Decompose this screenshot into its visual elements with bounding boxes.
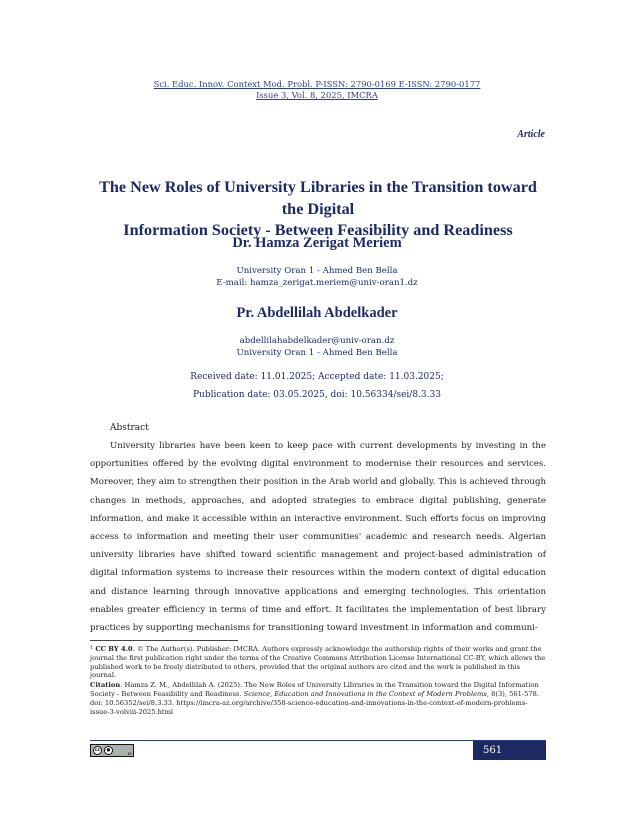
paper-title-line1: The New Roles of University Libraries in the Transition toward the Digital — [99, 178, 537, 218]
citation-note — [90, 681, 546, 716]
author-1-email: E-mail: hamza_zerigat.meriem@univ-oran1.dz — [216, 278, 418, 288]
attribution-icon: ● — [104, 746, 113, 755]
cc-by-license-icon[interactable] — [90, 744, 134, 757]
footnote-divider — [90, 640, 238, 641]
citation-suffix[interactable]: , 8(3), 561-578. doi: 10.56352/sei/8.3.33. https://imcra-az.org/archive/358-science-education-and-innovations-in-the-context-of-modern-problems-issue-3-volviii-2025.html — [90, 689, 539, 716]
author-1-name: Dr. Hamza Zerigat Meriem — [232, 235, 402, 251]
cc-icon: cc — [94, 748, 101, 753]
received-accepted-dates: Received date: 11.01.2025; Accepted date: 11.03.2025; — [190, 372, 444, 382]
article-type: Article — [517, 129, 545, 140]
publication-date-doi: Publication date: 03.05.2025, doi: 10.56334/sei/8.3.33 — [193, 390, 441, 400]
license-text: . © The Author(s). Publisher: IMCRA. Authors expressly acknowledge the authorship rights of their works and grant the journal the first publication right under the terms of the Creative Commons Attribution License International CC-BY, which allows the published work to be freely distributed to others, provided that the original authors are cited and the work is published in this journal. — [90, 645, 546, 680]
journal-header-line1[interactable]: Sci. Educ. Innov. Context Mod. Probl. P-ISSN: 2790-0169 E-ISSN: 2790-0177 — [153, 79, 481, 89]
paper-title — [90, 177, 546, 242]
paper-title-line2: Information Society - Between Feasibility and Readiness — [123, 221, 513, 239]
license-note — [90, 644, 546, 680]
license-label: CC BY 4.0 — [95, 645, 133, 653]
journal-header-line2[interactable]: Issue 3, Vol. 8, 2025, IMCRA — [256, 90, 378, 100]
abstract-text: University libraries have been keen to keep pace with current developments by investing in the opportunities offered by the evolving digital environment to modernise their resources and services. Moreover, they aim to strengthen their position in the Arab world and globally. This is achieved through changes in methods, approaches, and adopted strategies to embrace digital publishing, generate information, and make it accessible within an interactive environment. Such efforts focus on improving access to information and meeting their user communities' academic and research needs. Algerian university libraries have shifted toward scientific management and project-based administration of digital information systems to increase their resources within the modern context of digital education and distance learning through innovative applications and emerging technologies. This orientation enables greater efficiency in terms of time and effort. It facilitates the implementation of best library practices by supporting mechanisms for transitioning toward investment in information and communi- — [90, 441, 546, 634]
footnote-marker: 1 — [90, 645, 94, 651]
author-2-email: abdellilahabdelkader@univ-oran.dz — [239, 336, 395, 346]
footnote — [90, 644, 546, 716]
author-2-affiliation: University Oran 1 - Ahmed Ben Bella — [236, 348, 398, 358]
author-2-name: Pr. Abdellilah Abdelkader — [236, 305, 398, 321]
cc-by-label: BY — [127, 752, 132, 756]
page-number: 561 — [473, 741, 546, 760]
journal-header — [0, 79, 634, 101]
citation-prefix: . Hamza Z. M., Abdellilah A. (2025). The New Roles of University Libraries in the Transition toward the Digital Information Society - Between Feasibility and Readiness. — [90, 681, 539, 698]
author-1-affiliation: University Oran 1 - Ahmed Ben Bella — [236, 266, 398, 276]
citation-journal: Science, Education and Innovations in the Context of Modern Problems — [243, 689, 487, 698]
citation-label: Citation — [90, 681, 121, 690]
abstract-heading: Abstract — [110, 423, 149, 433]
